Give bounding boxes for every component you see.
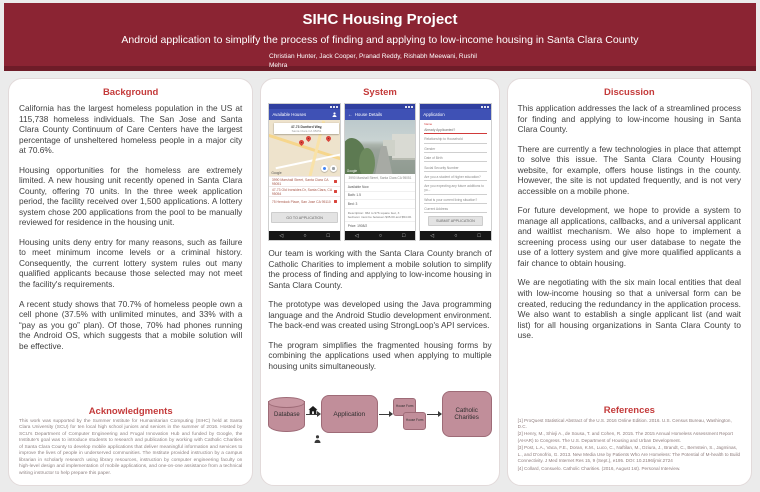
nav-recents-icon[interactable]: □: [326, 232, 330, 239]
detail-address: 3990 Marshall Street, Santa Clara CA 95051: [345, 174, 415, 183]
catholic-charities-box: Catholic Charities: [442, 391, 492, 437]
background-paragraph: A recent study shows that 70.7% of homeless people own a cell phone (37.5% with unlimited minutes, and 33% with a “pay as you go” plan). Of those, 70% had phones running the Android OS, which suggests that a mobile solution will be effective.: [19, 298, 243, 351]
listing-address: 75 Hemlock Place, San Jose CA 95110: [271, 199, 331, 204]
nav-back-icon[interactable]: ◁: [354, 232, 359, 239]
google-watermark: Google: [346, 169, 358, 173]
nav-recents-icon[interactable]: □: [477, 232, 481, 239]
house-icon: [309, 401, 318, 419]
nav-recents-icon[interactable]: □: [402, 232, 406, 239]
poster-columns: [0, 71, 760, 492]
nav-home-icon[interactable]: ○: [303, 232, 307, 239]
app-bar-title: Application: [423, 112, 445, 117]
form-field[interactable]: Gender: [424, 145, 486, 153]
discussion-paragraph: We are negotiating with the six main local entities that deal with low-income housing so that a universal form can be created, reducing the redundancy in the application process. We also want to establish a single applicant list (and wait list) for all housing organizations in Santa Clara County to use.: [517, 277, 741, 341]
app-bar-application: [420, 109, 490, 120]
references-heading: References: [603, 404, 655, 416]
app-bar-house-details: [345, 109, 415, 120]
nav-back-icon[interactable]: ◁: [430, 232, 435, 239]
nav-home-icon[interactable]: ○: [454, 232, 458, 239]
architecture-diagram: [268, 381, 491, 437]
authors-line-2: Mehra: [269, 62, 288, 70]
application-form: [420, 120, 490, 231]
arrow-application-to-forms: [379, 414, 392, 415]
arrow-database-to-application: [306, 414, 319, 415]
detail-bath: Bath: 1.5: [345, 192, 415, 201]
reference-item: [2] Henry, M., Shivji A., de Sousa, T. and Cohen, R. 2015. The 2015 Annual Homeless Assessment Report (AHAR) to Congress. The U.S. Department of Housing and Urban Development.: [517, 431, 733, 443]
discussion-card: [507, 78, 752, 486]
listing-address: 3990 Marshall Street, Santa Clara CA 95051: [271, 177, 329, 186]
screenshot-available-houses: [268, 103, 340, 241]
favorite-icon[interactable]: [334, 200, 338, 204]
database-cylinder: [268, 397, 305, 432]
poster-header: [4, 3, 756, 71]
detail-bed: Bed: 3: [345, 200, 415, 209]
acknowledgments-heading: Acknowledgments: [88, 405, 173, 417]
detail-price: Price: 1908/2: [347, 223, 368, 228]
app-bar-title: Available Houses: [272, 112, 307, 117]
acknowledgments-text: This work was supported by the Summer Institute for Humanitarian Computing (SIHC) held at Santa Clara University (SCU) for ten local high school juniors and seniors in the summer of 2016. Hosted by SCU's Department of Computer Engineering and Frugal Innovation Hub and funded by Google, the Institute's goal was to introduce students to research and publication by working with Catholic Charities of Santa Clara County to develop mobile applications that deliver meaningful information and services to improve the lives of people in underserved communities. The Institute provided instruction by a campus librarian in scholarly research using library resources, instruction by computer engineering faculty on high-level design and implementation of mobile applications, and one-on-one assistance from a technical writing instructor to help prepare this paper.: [19, 418, 243, 476]
poster-authors: [269, 52, 491, 70]
app-screenshots: [268, 103, 491, 241]
arrow-forms-to-charities: [427, 414, 440, 415]
android-nav-bar: [420, 231, 490, 240]
discussion-paragraph: There are currently a few technologies in place that attempt to solve this issue. The Santa Clara County Housing website, for example, offers house listings in the county. However, the site is not updated frequently, and is not very accessible on a mobile phone.: [517, 143, 741, 196]
house-forms-group: [393, 398, 426, 430]
google-watermark: Google: [271, 171, 282, 175]
application-box: Application: [321, 395, 378, 433]
system-card: [260, 78, 499, 486]
references-section: [518, 403, 741, 477]
info-address-line: 47-73 Dunford Way,: [290, 124, 323, 129]
form-field[interactable]: Are you a student of higher education?: [424, 173, 486, 181]
discussion-paragraph: This application addresses the lack of a streamlined process for finding and applying to low-income housing in Santa Clara County.: [517, 103, 741, 135]
map-pin-icon[interactable]: [325, 135, 332, 142]
form-field[interactable]: Already Applicanted?: [424, 127, 486, 135]
map-info-window[interactable]: [274, 123, 339, 134]
form-field[interactable]: Are you expecting any future additions to yo...: [424, 183, 486, 195]
listing-row[interactable]: [269, 176, 339, 186]
authors-line-1: Christian Hunter, Jack Cooper, Pranad Reddy, Rishabh Meewani, Rushil: [269, 53, 477, 60]
favorite-icon[interactable]: [334, 180, 337, 184]
house-form-box: House Form: [403, 412, 426, 430]
info-address-subline: Santa Clara CA 95051: [291, 128, 322, 133]
reference-item: [3] Post, L.A., Vaca, F.E., Doran, K.M., Luco, C., Naftilan, M., Dziura, J., Brandt, C., Bernstein, S., Jagminas, L., and D'onofrio, G. 2013. New Media Use by Patients Who Are Homeless: The Potential of M-health to Build Connectivity. J Med Internet Res 15, 9 (Sept.), e195. DOI: 10.2196/jmir.2724: [517, 445, 741, 464]
discussion-heading: Discussion: [603, 87, 655, 98]
photo-foliage: [359, 148, 375, 174]
system-paragraph: Our team is working with the Santa Clara County branch of Catholic Charities to implement a mobile solution to simplify the process of finding and applying to low-income housing in Santa Clara County.: [268, 248, 492, 290]
listing-address: 47-73 Old Ironsides Dr, Santa Clara, CA 95054: [271, 187, 332, 196]
android-nav-bar: [345, 231, 415, 240]
system-paragraph: The prototype was developed using the Java programming language and the Android Studio development environment. The back-end was created using StrongLoop's API services.: [268, 299, 492, 331]
android-nav-bar: [269, 231, 339, 240]
map-view[interactable]: [269, 120, 339, 176]
house-form-box: House Form: [393, 398, 416, 416]
form-field[interactable]: Current Address: [424, 206, 486, 214]
favorite-icon[interactable]: [334, 190, 337, 194]
profile-icon[interactable]: [332, 112, 337, 118]
map-pin-icon[interactable]: [305, 135, 312, 142]
house-photo: [345, 120, 415, 174]
screenshot-application-form: [419, 103, 491, 241]
form-field[interactable]: Date of Birth: [424, 155, 486, 163]
poster-subtitle: Android application to simplify the process of finding and applying to low-income housing in Santa Clara County: [121, 34, 639, 46]
background-heading: Background: [102, 87, 159, 98]
acknowledgments-section: [19, 404, 242, 477]
my-location-fab[interactable]: [321, 165, 328, 172]
detail-description: Description: 962 to 976 square feet, 3 bedroom must be between $35.00 and $54.00.: [345, 209, 415, 222]
background-paragraph: Housing units deny entry for many reasons, such as failure to meet minimum income levels or a criminal history. Consequently, the current lottery system rules out many qualified applicants because those selected may not meet the facility's requirements.: [19, 236, 243, 289]
background-paragraph: Housing opportunities for the homeless are extremely limited. A new housing unit recently opened in Santa Clara County, offering 70 units. In the three week application period, the facility received over 1,500 applications. A lottery system chose 200 applications from the pool to be manually reviewed for residence in the housing unit.: [19, 164, 243, 228]
form-field[interactable]: What is your current living situation?: [424, 196, 486, 204]
layers-fab[interactable]: [330, 165, 337, 172]
background-paragraph: California has the largest homeless population in the US at 115,738 homeless individuals. The San Jose and Santa Clara County Continuum of Care Centers have the largest percentage of unsheltered homeless people in a major city at 70.6%.: [19, 103, 243, 156]
nav-back-icon[interactable]: ◁: [279, 232, 284, 239]
discussion-paragraph: For future development, we hope to provide a system to manage all applications, callbacks, and a universal applicant and waitlist mechanism. We also hope to implement a screening process using our user database to negate the use of a lottery system and give more qualified applicants a fair chance to obtain housing.: [517, 205, 741, 268]
system-paragraph: The program simplifies the fragmented housing forms by combining the applications used when applying to multiple housing units simultaneously.: [268, 339, 492, 371]
reference-item: [4] Collard, Consuelo. Catholic Charities. (2016, August 1st). Personal Interview.: [517, 465, 681, 471]
form-field[interactable]: Relationship to Household: [424, 136, 486, 144]
detail-availability: Available Now: [345, 183, 415, 192]
back-arrow-icon[interactable]: ←: [347, 111, 353, 118]
background-card: [8, 78, 253, 486]
form-field[interactable]: Social Security Number: [424, 164, 486, 172]
nav-home-icon[interactable]: ○: [378, 232, 382, 239]
poster-title: SIHC Housing Project: [302, 11, 458, 28]
submit-application-button[interactable]: SUBMIT APPLICATION: [428, 216, 482, 226]
photo-building: [392, 134, 415, 160]
app-bar-title: House Details: [354, 112, 383, 117]
go-to-application-button[interactable]: GO TO APPLICATION: [271, 212, 337, 222]
database-label: Database: [273, 411, 300, 418]
reference-item: [1] ProQuest Statistical Abstract of the U.S. 2016 Online Edition. 2016. U.S. Census Bureau, Washington, D.C.: [517, 417, 732, 430]
screenshot-house-details: [344, 103, 416, 241]
field-error-label: Name: [424, 122, 433, 126]
app-bar-available-houses: [269, 109, 339, 120]
person-icon: [314, 430, 321, 448]
system-heading: System: [363, 87, 397, 98]
listing-row[interactable]: [269, 196, 339, 206]
listing-row[interactable]: [269, 186, 339, 196]
